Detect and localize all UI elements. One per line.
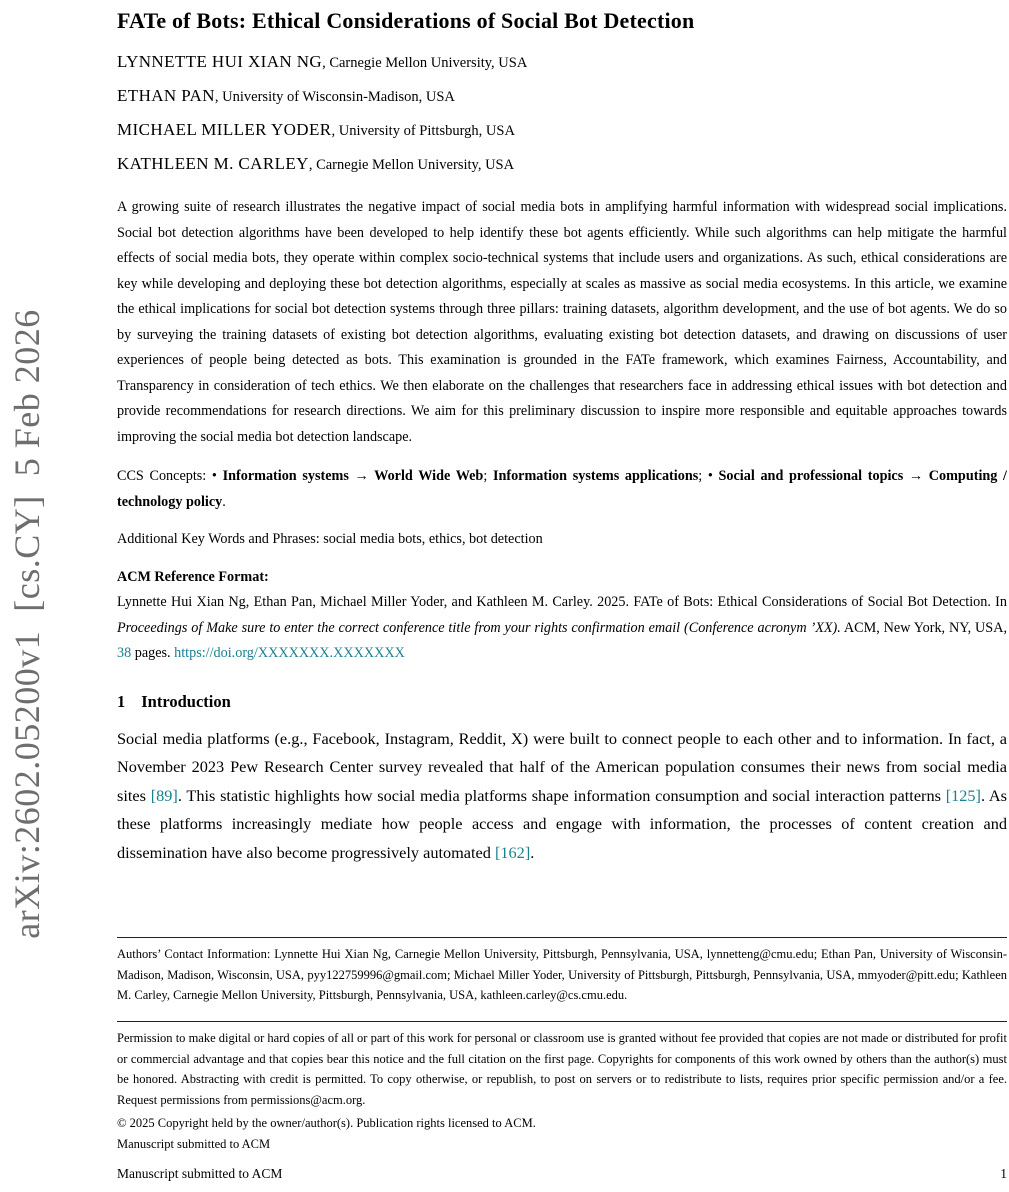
manuscript-note: Manuscript submitted to ACM: [117, 1136, 271, 1151]
page-number: 1: [1000, 1166, 1007, 1181]
citation-162[interactable]: [162]: [494, 842, 531, 862]
text-segment: ; •: [698, 468, 719, 484]
section-heading-introduction: [117, 689, 1007, 715]
text-segment: Information systems → World Wide Web: [222, 468, 484, 484]
section-number: 1: [117, 691, 126, 711]
author-affiliation: , Carnegie Mellon University, USA: [322, 55, 528, 71]
paper-title: FATe of Bots: Ethical Considerations of Social Bot Detection: [117, 8, 695, 33]
contact-footnote-block: [117, 937, 1007, 1006]
text-segment: . As these platforms increasingly mediate how people access and engage with information, the processes of content creation and dissemination have also become progressively automated: [117, 785, 1007, 862]
permission-notice: Permission to make digital or hard copies of all or part of this work for personal or classroom use is granted without fee provided that copies are not made or distributed for profit or commercial advantage and that copies bear this notice and the full citation on the first page. Copyrights for components of this work owned by others than the author(s) must be honored. Abstracting with credit is permitted. To copy otherwise, or republish, to post on servers or to redistribute to lists, requires prior specific permission and/or a fee. Request permissions from permissions@acm.org.: [117, 1031, 1007, 1107]
permission-footnote-block: [117, 1021, 1007, 1154]
paper-content: [117, 0, 1007, 867]
ccs-concepts: [117, 464, 1007, 515]
text-segment: .: [530, 842, 535, 862]
section-title: Introduction: [141, 691, 231, 711]
author-affiliation: , Carnegie Mellon University, USA: [308, 157, 515, 173]
text-segment: Information systems applications: [492, 468, 699, 484]
text-segment: Lynnette Hui Xian Ng, Ethan Pan, Michael Miller Yoder, and Kathleen M. Carley. 2025. FATe of Bots: Ethical Considerations of Social Bot Detection. In: [117, 594, 1007, 610]
citation-89[interactable]: [89]: [150, 785, 178, 805]
text-segment: ACM, New York, NY, USA,: [840, 619, 1007, 636]
author-name: LYNNETTE HUI XIAN NG: [117, 52, 323, 71]
author-name: ETHAN PAN: [117, 86, 215, 105]
page-footer: [117, 1166, 1007, 1182]
author-affiliation: , University of Wisconsin-Madison, USA: [214, 89, 455, 105]
authors-contact-info: Authors’ Contact Information: Lynnette Hui Xian Ng, Carnegie Mellon University, Pittsburgh, Pennsylvania, USA, lynnetteng@cmu.edu; Ethan Pan, University of Wisconsin-Madison, Madison, Wisconsin, USA, pyy122759996@gmail.com; Michael Miller Yoder, University of Pittsburgh, Pittsburgh, Pennsylvania, USA, mmyoder@pitt.edu; Kathleen M. Carley, Carnegie Mellon University, Pittsburgh, Pennsylvania, USA, kathleen.carley@cs.cmu.edu.: [117, 947, 1007, 1002]
author-line: [117, 84, 1007, 109]
author-block: [117, 50, 1007, 177]
text-segment: . This statistic highlights how social media platforms shape information consumption and social interaction patterns: [177, 785, 946, 805]
text-segment: .: [222, 493, 226, 510]
footer-left-text: Manuscript submitted to ACM: [117, 1166, 283, 1181]
copyright-line: © 2025 Copyright held by the owner/author(s). Publication rights licensed to ACM.: [117, 1116, 536, 1130]
text-segment: ;: [483, 468, 493, 484]
text-segment: Social and professional topics → Computing / technology policy: [117, 468, 1007, 510]
text-segment: pages.: [131, 645, 175, 661]
author-affiliation: , University of Pittsburgh, USA: [331, 123, 515, 139]
text-segment: Proceedings of Make sure to enter the correct conference title from your rights confirmation email (Conference acronym ’XX).: [117, 619, 841, 636]
text-segment: CCS Concepts: •: [117, 468, 223, 484]
doi-link[interactable]: https://doi.org/XXXXXXX.XXXXXXX: [174, 645, 405, 661]
acm-reference-text: [117, 590, 1007, 667]
author-name: MICHAEL MILLER YODER: [117, 120, 332, 139]
intro-paragraph: [117, 725, 1007, 868]
abstract-paragraph: A growing suite of research illustrates the negative impact of social media bots in amplifying harmful information with widespread social implications. Social bot detection algorithms have been developed to help identify these bot agents efficiently. While such algorithms can help mitigate the harmful effects of social media bots, they operate within complex socio-technical systems that include users and organizations. As such, ethical considerations are key while developing and deploying these bot detection algorithms, especially at scales as massive as social media ecosystems. In this article, we examine the ethical implications for social bot detection systems through three pillars: training datasets, algorithm development, and the use of bot agents. We do so by surveying the training datasets of existing bot detection algorithms, evaluating existing bot detection datasets, and drawing on discussions of user experiences of people being detected as bots. This examination is grounded in the FATe framework, which examines Fairness, Accountability, and Transparency in consideration of tech ethics. We then elaborate on the challenges that researchers face in addressing ethical issues with bot detection and provide recommendations for research directions. We aim for this preliminary discussion to inspire more responsible and equitable approaches towards improving the social media bot detection landscape.: [117, 199, 1007, 445]
text-segment: Social media platforms (e.g., Facebook, Instagram, Reddit, X) were built to connect people to each other and to information. In fact, a November 2023 Pew Research Center survey revealed that half of the American population consumes their news from social media sites: [117, 728, 1007, 805]
author-line: [117, 152, 1007, 177]
acm-reference-format: [117, 565, 1007, 667]
author-line: [117, 50, 1007, 75]
author-line: [117, 118, 1007, 143]
acm-reference-header: ACM Reference Format:: [117, 568, 269, 585]
arxiv-watermark: arXiv:2602.05200v1 [cs.CY] 5 Feb 2026: [7, 309, 47, 939]
keywords-line: Additional Key Words and Phrases: social media bots, ethics, bot detection: [117, 531, 543, 547]
citation-125[interactable]: [125]: [945, 785, 981, 805]
author-name: KATHLEEN M. CARLEY: [117, 154, 309, 173]
page-count-link: 38: [117, 645, 132, 661]
